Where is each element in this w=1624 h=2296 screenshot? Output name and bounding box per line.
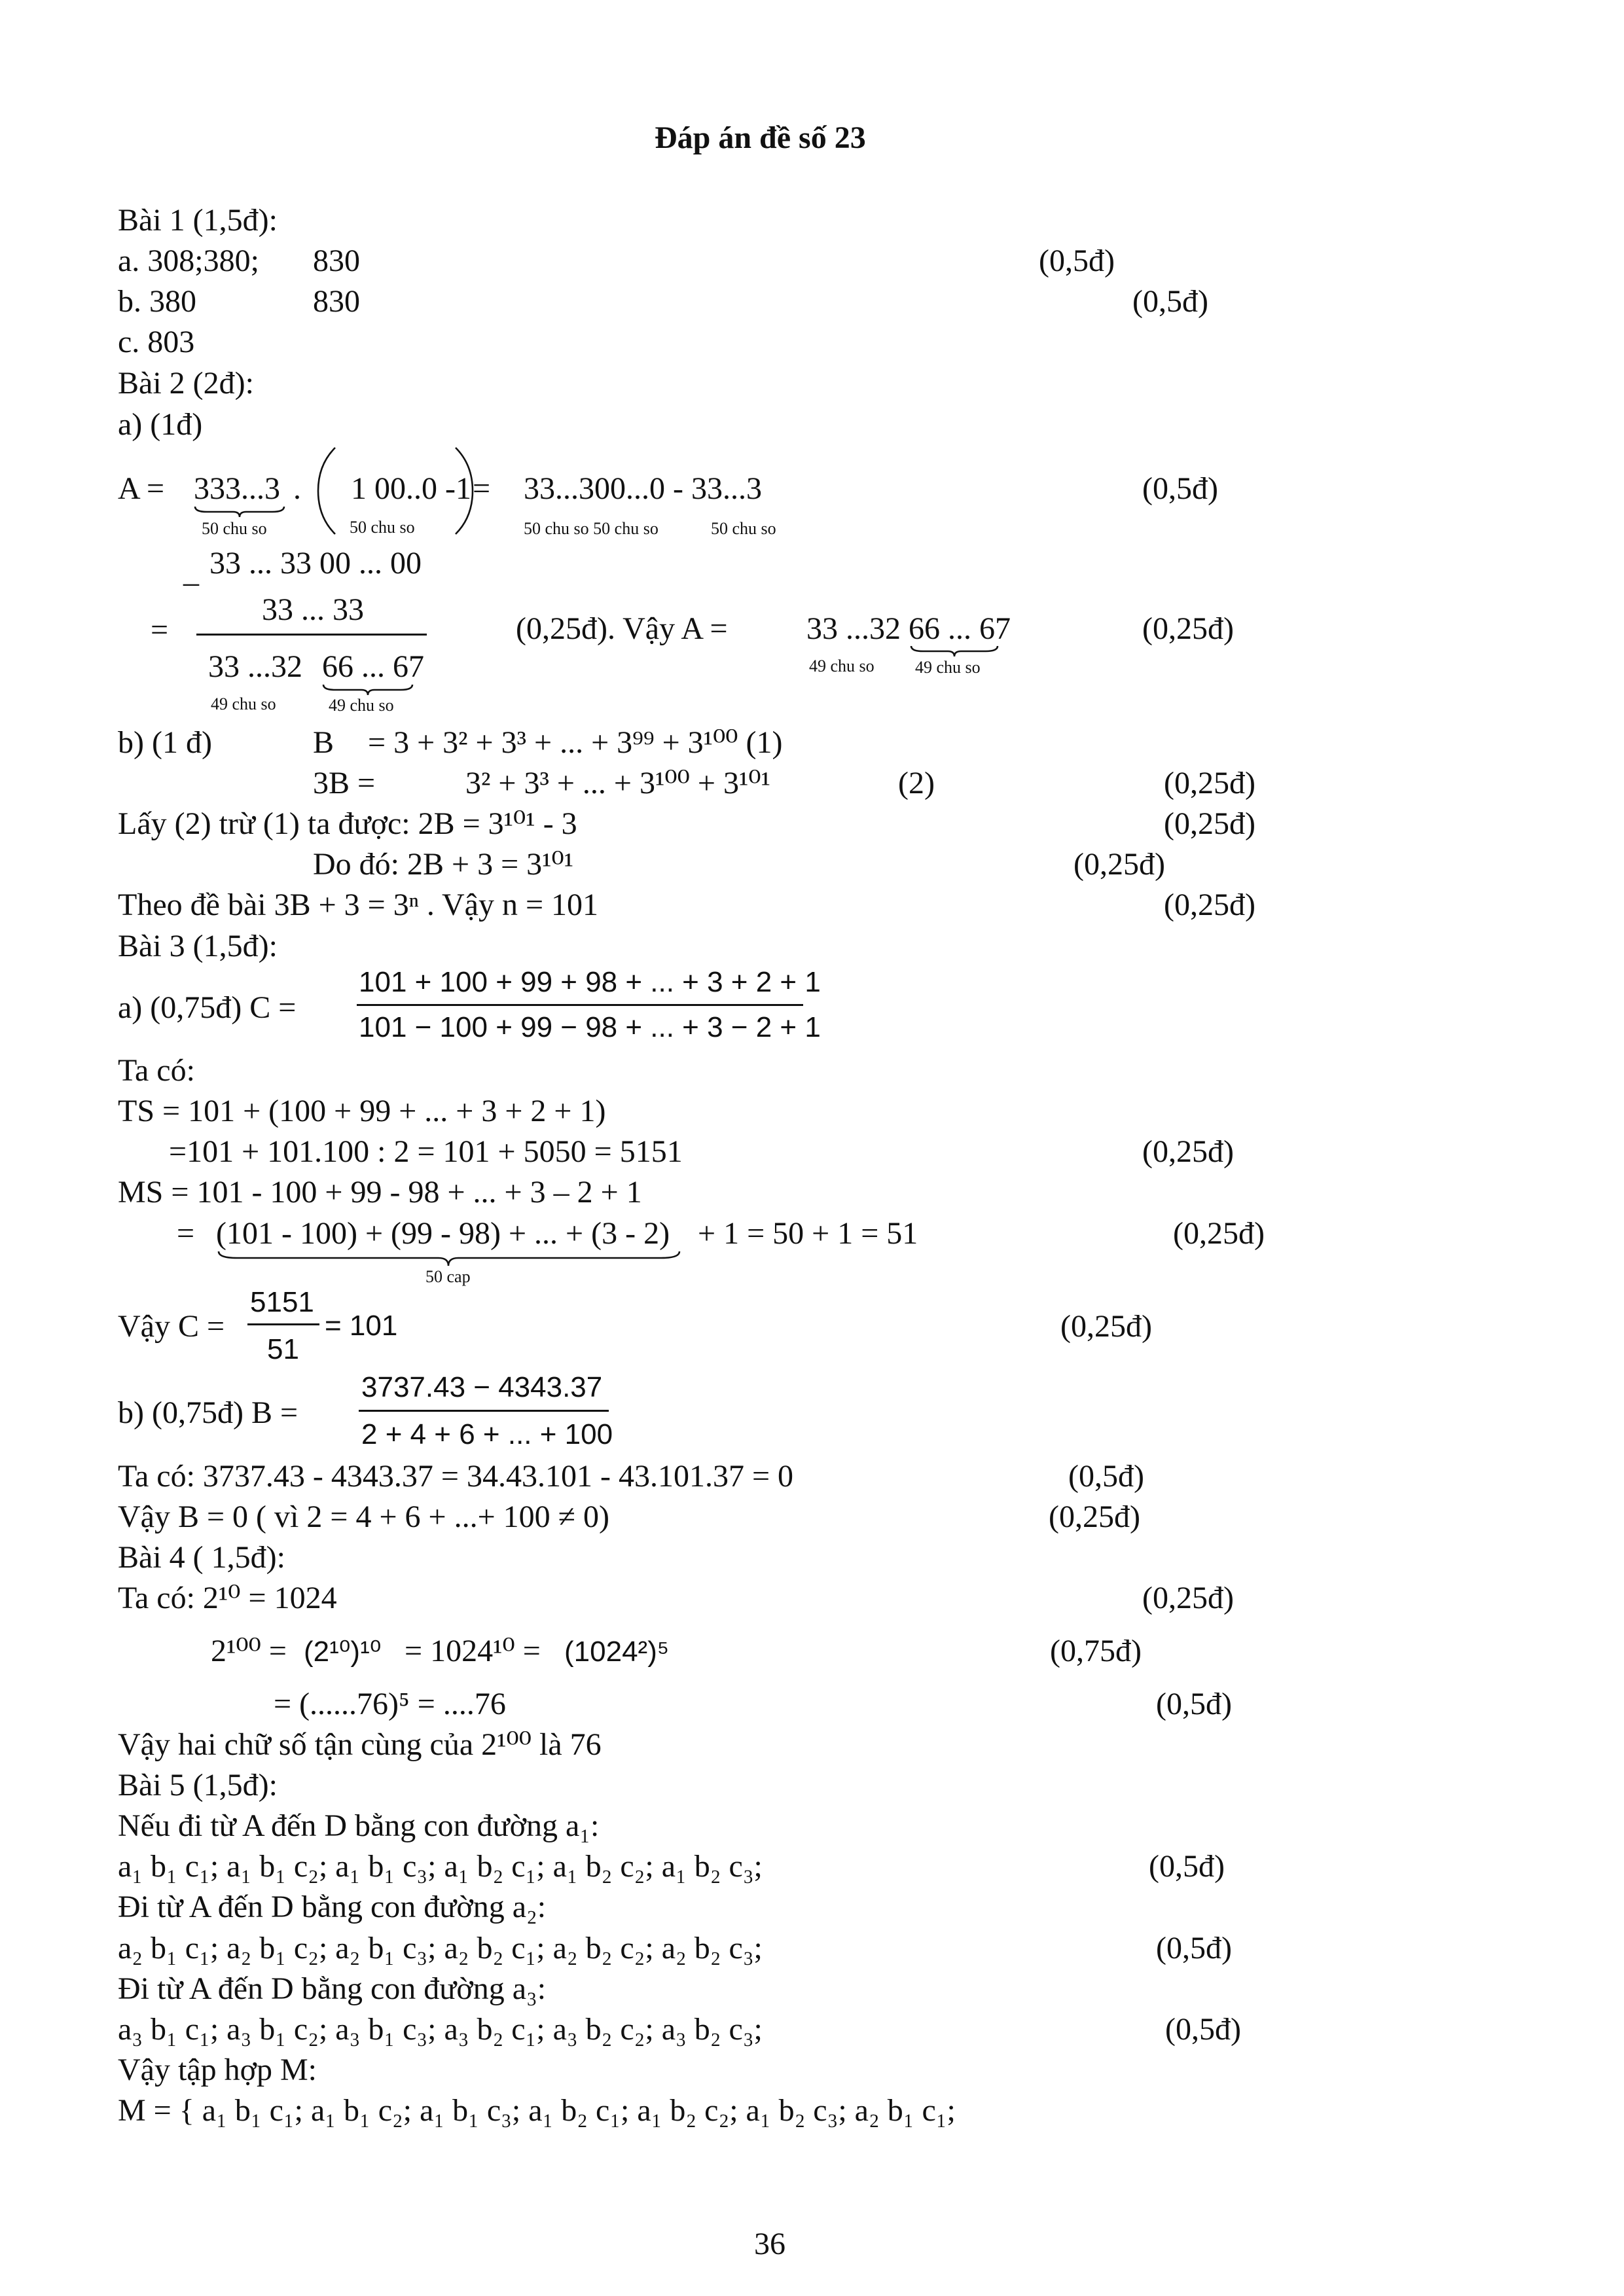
bai1-b-value: 830: [313, 284, 360, 319]
bai2-bottom-right: 66 ... 67: [322, 649, 424, 684]
bai3-score-3: (0,25đ): [1060, 1309, 1152, 1344]
bai2-theo-de: Theo đề bài 3B + 3 = 3ⁿ . Vậy n = 101: [118, 888, 599, 922]
bai2-score-1: (0,5đ): [1142, 471, 1218, 506]
bai2-result-right: 66 ... 67: [909, 611, 1011, 646]
bai3-vayb: Vậy B = 0 ( vì 2 = 4 + 6 + ...+ 100 ≠ 0): [118, 1499, 609, 1534]
bai3-vc-denominator: 51: [267, 1333, 299, 1365]
bai2-3B-eq: 3² + 3³ + ... + 3¹⁰⁰ + 3¹⁰¹: [465, 766, 770, 800]
bai2-a-heading: a) (1đ): [118, 407, 203, 442]
bai4-line4: Vậy hai chữ số tận cùng của 2¹⁰⁰ là 76: [118, 1727, 602, 1762]
bai4-line3: = (......76)⁵ = ....76: [274, 1687, 506, 1721]
underbrace-50-cap: [217, 1250, 682, 1267]
bai4-heading: Bài 4 ( 1,5đ):: [118, 1540, 285, 1575]
bai1-a-score: (0,5đ): [1039, 243, 1115, 278]
bai3-ts1: TS = 101 + (100 + 99 + ... + 3 + 2 + 1): [118, 1094, 606, 1128]
bai4-score-1: (0,25đ): [1142, 1581, 1234, 1615]
bai2-paren-inner: 1 00..0 -1: [351, 471, 471, 506]
bai2-B-eq: = 3 + 3² + 3³ + ... + 3⁹⁹ + 3¹⁰⁰ (1): [368, 725, 783, 760]
bai4-line2-a: 2¹⁰⁰ =: [211, 1634, 287, 1668]
bai2-3B-label: 3B =: [313, 766, 376, 800]
bai5-line3: Đi từ A đến D bằng con đường a₂:: [118, 1890, 547, 1924]
bai5-line2: a₁ b₁ c₁; a₁ b₁ c₂; a₁ b₁ c₃; a₁ b₂ c₁; a₁ b₂ c₂; a₁ b₂ c₃;: [118, 1849, 763, 1884]
note-50-cap: 50 cap: [425, 1267, 471, 1286]
bai2-heading: Bài 2 (2đ):: [118, 366, 254, 401]
bai1-b-score: (0,5đ): [1132, 284, 1208, 319]
note-50-chu-so-1: 50 chu so: [202, 519, 267, 538]
bai2-score-6: (0,25đ): [1074, 847, 1165, 882]
bai3-vay-c: Vậy C =: [118, 1309, 225, 1344]
bai2-rhs: 33...300...0 - 33...3: [524, 471, 762, 506]
bai2-score-3: (0,25đ): [1142, 611, 1234, 646]
bai3-C-denominator: 101 − 100 + 99 − 98 + ... + 3 − 2 + 1: [359, 1011, 821, 1043]
bai5-line4: a₂ b₁ c₁; a₂ b₁ c₂; a₂ b₁ c₃; a₂ b₂ c₁; a₂ b₂ c₂; a₂ b₂ c₃;: [118, 1931, 763, 1965]
note-50-chu-so-2: 50 chu so: [350, 518, 415, 537]
bai5-score-3: (0,5đ): [1165, 2012, 1241, 2047]
note-49-3: 49 chu so: [809, 656, 875, 675]
bai1-b-label: b. 380: [118, 284, 196, 319]
bai2-dot: .: [293, 471, 301, 506]
bai2-result-left: 33 ...32: [806, 611, 901, 646]
bai3-ms2-eq: =: [177, 1216, 195, 1251]
bai5-line5: Đi từ A đến D bằng con đường a₃:: [118, 1971, 547, 2006]
bai2-score-5: (0,25đ): [1164, 806, 1255, 841]
bai2-score-7: (0,25đ): [1164, 888, 1255, 922]
left-paren: [316, 445, 342, 537]
bai2-B-label: B: [313, 725, 334, 760]
bai5-score-2: (0,5đ): [1156, 1931, 1232, 1965]
bai1-a-value: 830: [313, 243, 360, 278]
bai2-do-do: Do đó: 2B + 3 = 3¹⁰¹: [313, 847, 574, 882]
bai4-line2-b: (2¹⁰)¹⁰: [304, 1636, 382, 1668]
bai3-vc-numerator: 5151: [250, 1286, 314, 1318]
bai3-B-numerator: 3737.43 − 4343.37: [361, 1371, 603, 1403]
bai3-score-4: (0,5đ): [1068, 1459, 1144, 1494]
bai3-vc-fraction-line: [247, 1323, 319, 1325]
bai2-subtract: Lấy (2) trừ (1) ta được: 2B = 3¹⁰¹ - 3: [118, 806, 577, 841]
bai2-score-4: (0,25đ): [1164, 766, 1255, 800]
bai1-a-label: a. 308;380;: [118, 243, 259, 278]
bai2-minus: _: [183, 554, 199, 589]
page-number: 36: [754, 2227, 785, 2261]
bai5-line6: a₃ b₁ c₁; a₃ b₁ c₂; a₃ b₁ c₃; a₃ b₂ c₁; a₃ b₂ c₂; a₃ b₂ c₃;: [118, 2012, 763, 2047]
bai3-heading: Bài 3 (1,5đ):: [118, 929, 278, 963]
bai2-frac-mid: 33 ... 33: [262, 592, 364, 627]
bai3-ts2: =101 + 101.100 : 2 = 101 + 5050 = 5151: [169, 1134, 683, 1169]
bai5-line8: M = { a₁ b₁ c₁; a₁ b₁ c₂; a₁ b₁ c₃; a₁ b₂ c₁; a₁ b₂ c₂; a₁ b₂ c₃; a₂ b₁ c₁;: [118, 2093, 956, 2128]
note-49-1: 49 chu so: [211, 694, 276, 713]
bai2-eq: =: [473, 471, 491, 506]
bai2-term1: 333...3: [194, 471, 280, 506]
bai2-eq2: =: [151, 613, 169, 647]
bai5-score-1: (0,5đ): [1149, 1849, 1225, 1884]
bai3-b-label: b) (0,75đ) B =: [118, 1395, 298, 1430]
bai2-b-heading: b) (1 đ): [118, 725, 212, 760]
right-paren: [449, 445, 475, 537]
bai2-3B-num: (2): [898, 766, 935, 800]
bai5-heading: Bài 5 (1,5đ):: [118, 1768, 278, 1803]
bai5-line7: Vậy tập hợp M:: [118, 2053, 317, 2087]
bai3-ms1: MS = 101 - 100 + 99 - 98 + ... + 3 – 2 + 1: [118, 1175, 642, 1210]
bai3-vc-result: = 101: [325, 1310, 398, 1342]
note-49-4: 49 chu so: [915, 658, 981, 677]
bai2-score-2: (0,25đ). Vậy A =: [516, 611, 728, 646]
bai3-a-label: a) (0,75đ) C =: [118, 990, 297, 1025]
bai1-heading: Bài 1 (1,5đ):: [118, 203, 278, 238]
bai3-score-1: (0,25đ): [1142, 1134, 1234, 1169]
bai2-A-eq: A =: [118, 471, 165, 506]
underbrace-49-a: [322, 683, 414, 696]
bai4-score-2: (0,75đ): [1050, 1634, 1142, 1668]
bai2-frac-top: 33 ... 33 00 ... 00: [209, 546, 422, 581]
bai4-line2-d: (1024²)⁵: [564, 1636, 670, 1668]
bai3-ta-co: Ta có:: [118, 1053, 195, 1088]
bai3-score-5: (0,25đ): [1049, 1499, 1140, 1534]
bai4-score-3: (0,5đ): [1156, 1687, 1232, 1721]
bai3-C-numerator: 101 + 100 + 99 + 98 + ... + 3 + 2 + 1: [359, 966, 821, 998]
bai3-score-2: (0,25đ): [1173, 1216, 1265, 1251]
bai3-ms2-group: (101 - 100) + (99 - 98) + ... + (3 - 2): [216, 1216, 670, 1251]
bai3-C-fraction-line: [357, 1004, 803, 1006]
bai2-fraction-line: [196, 634, 427, 636]
note-50-50: 50 chu so 50 chu so: [524, 519, 659, 538]
bai2-bottom-left: 33 ...32: [208, 649, 302, 684]
bai5-line1: Nếu đi từ A đến D bằng con đường a₁:: [118, 1808, 600, 1843]
note-49-2: 49 chu so: [329, 696, 394, 715]
bai3-B-denominator: 2 + 4 + 6 + ... + 100: [361, 1418, 613, 1450]
underbrace-49-b: [910, 645, 999, 658]
bai3-B-fraction-line: [359, 1410, 609, 1412]
page-title: Đáp án đề số 23: [655, 120, 866, 155]
bai1-c-label: c. 803: [118, 325, 195, 359]
underbrace-50-a: [194, 505, 285, 518]
bai3-ms2-rest: + 1 = 50 + 1 = 51: [698, 1216, 918, 1251]
bai4-line2-c: = 1024¹⁰ =: [405, 1634, 541, 1668]
note-50-chu-so-3: 50 chu so: [711, 519, 776, 538]
bai4-line1: Ta có: 2¹⁰ = 1024: [118, 1581, 337, 1615]
bai3-tacob: Ta có: 3737.43 - 4343.37 = 34.43.101 - 43.101.37 = 0: [118, 1459, 794, 1494]
